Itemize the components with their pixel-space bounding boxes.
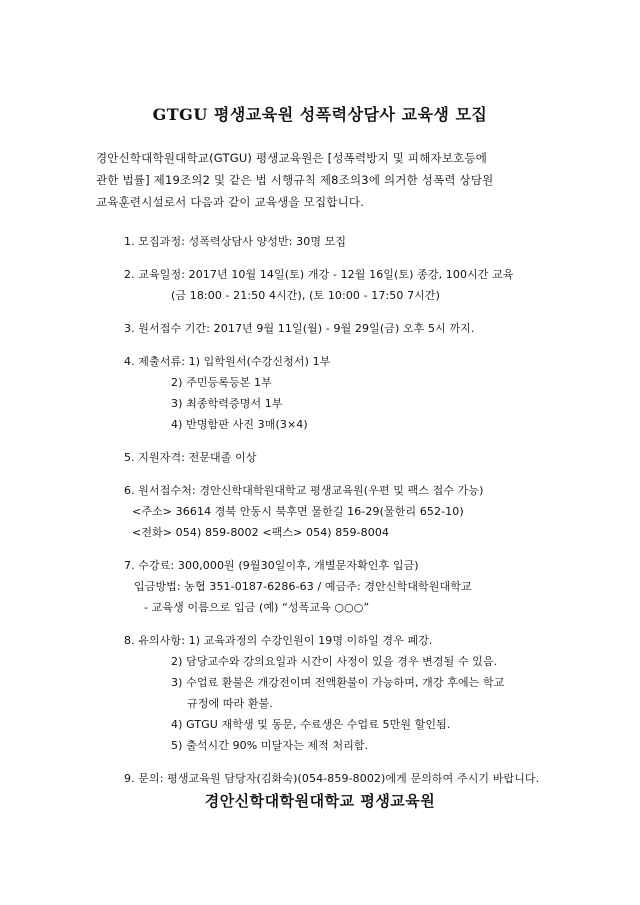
item-7-payment-method: 입금방법: 농협 351-0187-6286-63 / 예금주: 경안신학대학원대학교 — [134, 580, 472, 593]
document-footer: 경안신학대학원대학교 평생교육원 — [204, 792, 436, 810]
item-8-notes: 8. 유의사항: 1) 교육과정의 수강인원이 19명 이하일 경우 폐강. — [124, 634, 433, 647]
item-8-note-3-cont: 규정에 따라 환불. — [187, 697, 273, 710]
item-3-application-period: 3. 원서접수 기간: 2017년 9월 11일(월) - 9월 29일(금) 오후 5시 까지. — [124, 322, 475, 335]
intro-line: 경안신학대학원대학교(GTGU) 평생교육원은 [성폭력방지 및 피해자보호등에 — [96, 151, 488, 165]
item-8-note-4: 4) GTGU 재학생 및 동문, 수료생은 수업료 5만원 할인됨. — [171, 718, 451, 731]
intro-line: 교육훈련시설로서 다음과 같이 교육생을 모집합니다. — [96, 195, 365, 209]
item-7-payment-note: - 교육생 이름으로 입금 (예) “성폭교육 ○○○” — [144, 601, 370, 614]
item-6-contact: <전화> 054) 859-8002 <팩스> 054) 859-8004 — [132, 526, 390, 539]
item-8-note-3: 3) 수업료 환불은 개강전이며 전액환불이 가능하며, 개강 후에는 학교 — [171, 676, 505, 689]
item-6-submission: 6. 원서접수처: 경안신학대학원대학교 평생교육원(우편 및 팩스 접수 가능) — [124, 484, 484, 497]
item-2-schedule: 2. 교육일정: 2017년 10월 14일(토) 개강 - 12월 16일(토) 종강, 100시간 교육 — [124, 268, 514, 281]
item-2-schedule-hours: (금 18:00 - 21:50 4시간), (토 10:00 - 17:50 7시간) — [171, 289, 441, 302]
item-4-document-2: 2) 주민등록등본 1부 — [171, 376, 272, 389]
item-8-note-5: 5) 출석시간 90% 미달자는 제적 처리함. — [171, 739, 369, 752]
item-1-course: 1. 모집과정: 성폭력상담사 양성반: 30명 모집 — [124, 235, 347, 248]
item-5-eligibility: 5. 지원자격: 전문대졸 이상 — [124, 451, 257, 464]
document-title: GTGU 평생교육원 성폭력상담사 교육생 모집 — [152, 105, 488, 124]
item-9-inquiry: 9. 문의: 평생교육원 담당자(김화숙)(054-859-8002)에게 문의하여 주시기 바랍니다. — [124, 772, 540, 785]
item-4-documents: 4. 제출서류: 1) 입학원서(수강신청서) 1부 — [124, 355, 331, 368]
intro-paragraph — [96, 147, 564, 213]
item-7-fee: 7. 수강료: 300,000원 (9월30일이후, 개별문자확인후 입금) — [124, 559, 419, 572]
intro-line: 관한 법률] 제19조의2 및 같은 법 시행규칙 제8조의3에 의거한 성폭력 상담원 — [96, 173, 494, 187]
item-4-document-3: 3) 최종학력증명서 1부 — [171, 397, 283, 410]
item-8-note-2: 2) 담당교수와 강의요일과 시간이 사정이 있을 경우 변경될 수 있음. — [171, 655, 498, 668]
item-6-address: <주소> 36614 경북 안동시 북후면 물한길 16-29(물한리 652-10) — [132, 505, 464, 518]
item-4-document-4: 4) 반명함판 사진 3매(3×4) — [171, 418, 308, 431]
